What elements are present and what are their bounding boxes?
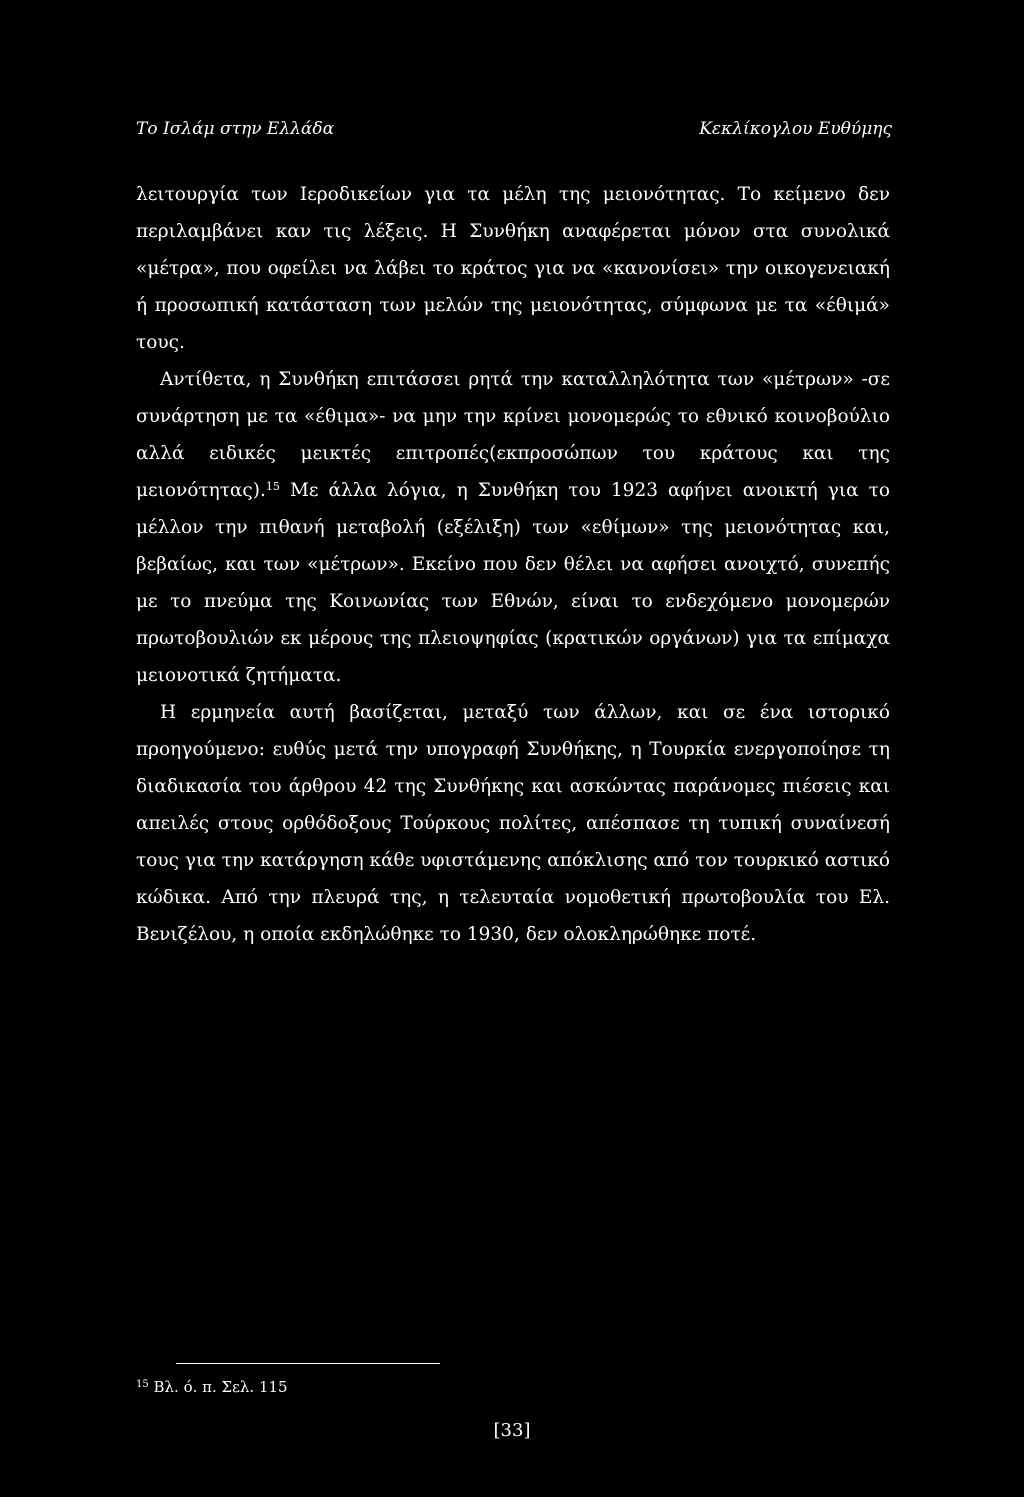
body-text xyxy=(136,176,890,953)
running-header-author: Κεκλίκογλου Ευθύμης xyxy=(699,119,892,139)
footnote-number: 15 xyxy=(136,1379,149,1390)
running-header-title: Το Ισλάμ στην Ελλάδα xyxy=(136,119,335,139)
page-number: [33] xyxy=(493,1420,531,1441)
footnote-separator xyxy=(176,1363,440,1364)
paragraph-2 xyxy=(136,361,890,694)
footnote-text: Βλ. ό. π. Σελ. 115 xyxy=(153,1378,288,1396)
paragraph-2-part-2: Με άλλα λόγια, η Συνθήκη του 1923 αφήνει ανοικτή για το μέλλον την πιθανή μεταβολή (εξέλιξη) των «εθίμων» της μειονότητας και, βεβαίως, και των «μέτρων». Εκείνο που δεν θέλει να αφήσει ανοιχτό, συνεπής με το πνεύμα της Κοινωνίας των Εθνών, είναι το ενδεχόμενο μονομερών πρωτοβουλιών εκ μέρους της πλειοψηφίας (κρατικών οργάνων) για τα επίμαχα μειονοτικά ζητήματα. xyxy=(136,480,890,686)
footnote xyxy=(136,1378,288,1396)
paragraph-3: Η ερμηνεία αυτή βασίζεται, μεταξύ των άλλων, και σε ένα ιστορικό προηγούμενο: ευθύς μετά την υπογραφή Συνθήκης, η Τουρκία ενεργοποίησε τη διαδικασία του άρθρου 42 της Συνθήκης και ασκώντας παράνομες πιέσεις και απειλές στους ορθόδοξους Τούρκους πολίτες, απέσπασε τη τυπική συναίνεσή τους για την κατάργηση κάθε υφιστάμενης απόκλισης από τον τουρκικό αστικό κώδικα. Από την πλευρά της, η τελευταία νομοθετική πρωτοβουλία του Ελ. Βενιζέλου, η οποία εκδηλώθηκε το 1930, δεν ολοκληρώθηκε ποτέ. xyxy=(136,702,890,945)
footnote-reference[interactable]: 15 xyxy=(265,480,280,493)
paragraph-2-part-1: Αντίθετα, η Συνθήκη επιτάσσει ρητά την καταλληλότητα των «μέτρων» -σε συνάρτηση με τα «έθιμα»- να μην την κρίνει μονομερώς το εθνικό κοινοβούλιο αλλά ειδικές μεικτές επιτροπές(εκπροσώπων του κράτους και της μειονότητας). xyxy=(136,369,890,501)
paragraph-1: λειτουργία των Ιεροδικείων για τα μέλη της μειονότητας. Το κείμενο δεν περιλαμβάνει καν τις λέξεις. Η Συνθήκη αναφέρεται μόνον στα συνολικά «μέτρα», που οφείλει να λάβει το κράτος για να «κανονίσει» την οικογενειακή ή προσωπική κατάσταση των μελών της μειονότητας, σύμφωνα με τα «έθιμά» τους. xyxy=(136,184,890,353)
